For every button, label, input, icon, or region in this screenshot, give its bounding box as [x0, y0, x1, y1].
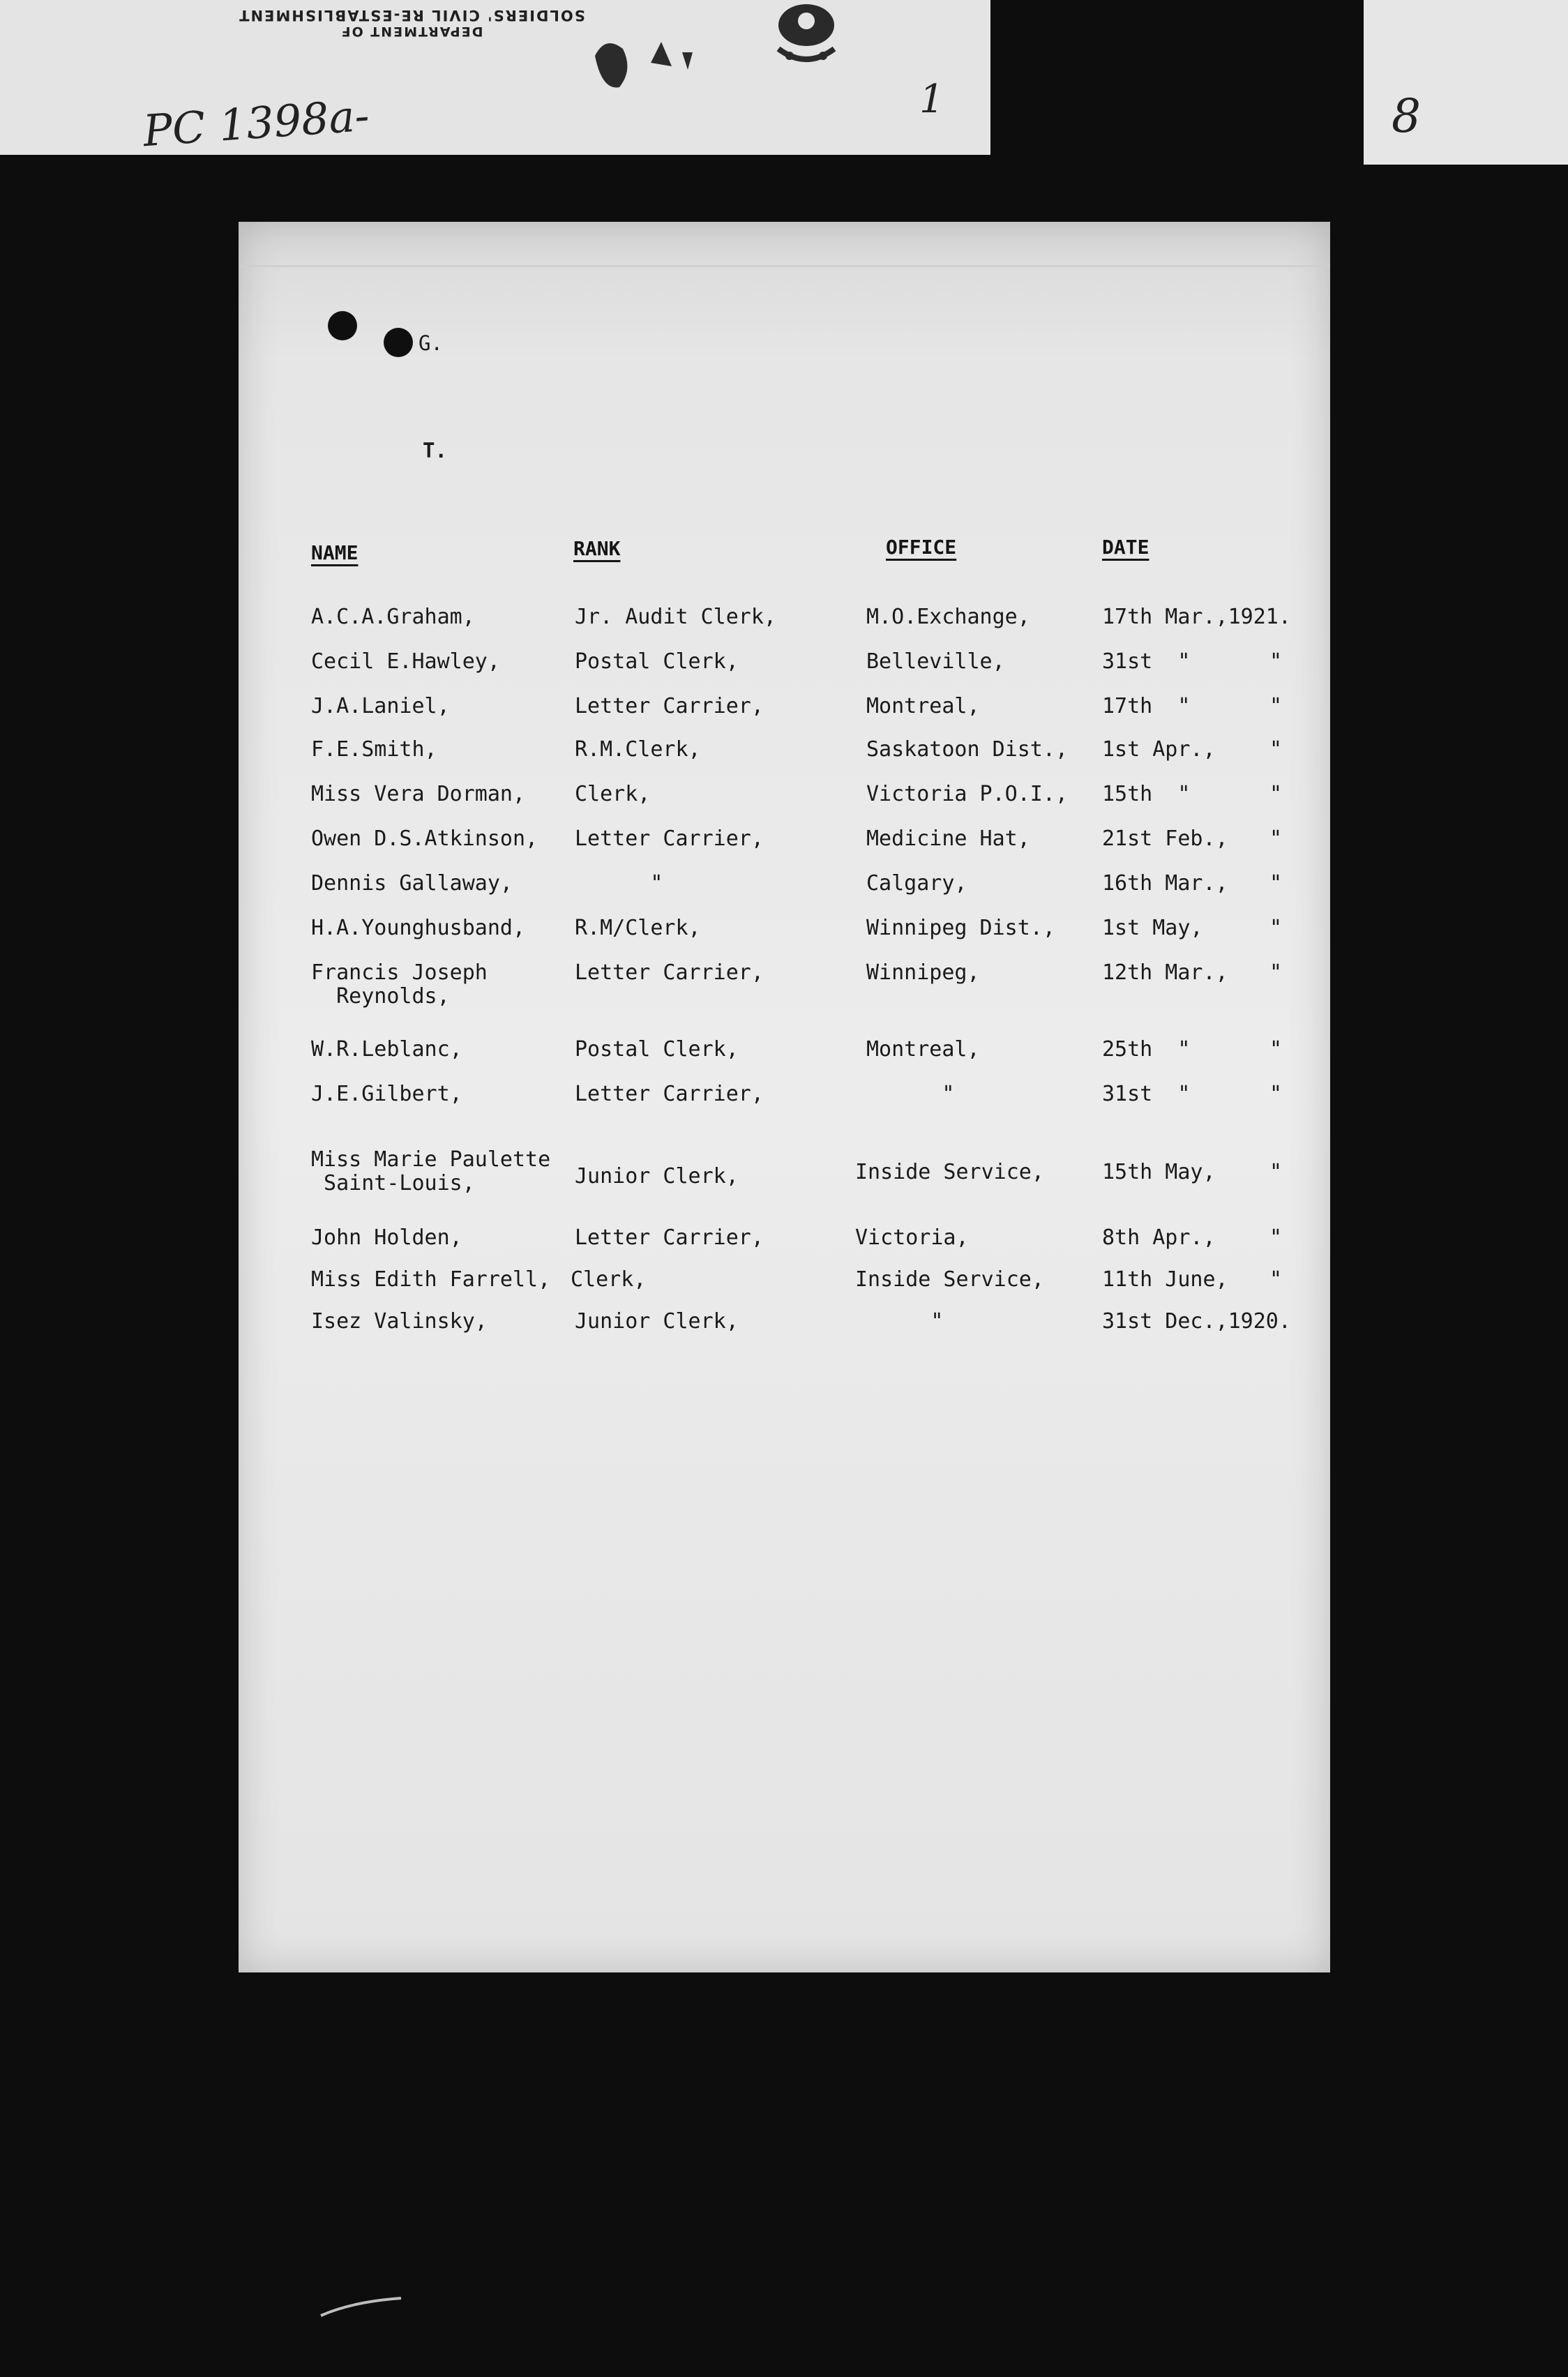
row-date: 1st May, [1102, 916, 1203, 940]
row-ditto-mark: " [1269, 694, 1283, 718]
letterhead-line-2: SOLDIERS' CIVIL RE-ESTABLISHMENT [238, 7, 585, 24]
ink-blot-icon [585, 28, 703, 98]
scratch-mark-icon [317, 2295, 408, 2323]
row-rank: " [575, 871, 663, 896]
row-name: A.C.A.Graham, [311, 605, 475, 629]
row-ditto-mark: " [1269, 871, 1283, 896]
row-ditto-mark: " [1269, 1225, 1283, 1250]
row-office: " [855, 1309, 944, 1334]
row-rank: Letter Carrier, [575, 827, 764, 851]
row-office: Saskatoon Dist., [866, 737, 1068, 762]
row-office: Victoria, [855, 1225, 969, 1250]
row-name: J.E.Gilbert, [311, 1082, 462, 1106]
row-office: Montreal, [866, 694, 980, 718]
letterhead-line-1: DEPARTMENT OF [340, 24, 483, 39]
row-rank: R.M/Clerk, [575, 916, 701, 940]
row-office: Inside Service, [855, 1267, 1044, 1292]
handwritten-page-number: 8 [1392, 89, 1421, 143]
row-date: 25th " [1102, 1037, 1191, 1062]
row-date: 16th Mar., [1102, 871, 1228, 896]
row-name: Miss Vera Dorman, [311, 782, 526, 806]
row-rank: Letter Carrier, [575, 1082, 764, 1106]
row-name: F.E.Smith, [311, 737, 437, 762]
row-name: Cecil E.Hawley, [311, 649, 500, 674]
row-name: Isez Valinsky, [311, 1309, 488, 1334]
row-ditto-mark: " [1269, 649, 1283, 674]
row-date: 17th " [1102, 694, 1191, 718]
row-date: 31st " [1102, 649, 1191, 674]
row-office: " [866, 1082, 955, 1106]
row-name: Dennis Gallaway, [311, 871, 513, 896]
row-date: 8th Apr., [1102, 1225, 1216, 1250]
row-date: 15th May, [1102, 1160, 1216, 1184]
row-date: 12th Mar., [1102, 960, 1228, 985]
coat-of-arms-icon [757, 0, 855, 67]
row-name: Francis Joseph Reynolds, [311, 960, 488, 1009]
row-ditto-mark: " [1269, 1082, 1283, 1106]
row-rank: R.M.Clerk, [575, 737, 701, 762]
row-office: Winnipeg, [866, 960, 980, 985]
punch-hole-icon [384, 328, 413, 357]
row-name: John Holden, [311, 1225, 462, 1250]
file-mark-t: T. [423, 439, 447, 462]
table-row [239, 961, 1330, 1024]
row-ditto-mark: " [1269, 1267, 1283, 1292]
table-row [239, 1082, 1330, 1145]
row-ditto-mark: " [1269, 1037, 1283, 1062]
row-name: Miss Marie Paulette Saint-Louis, [311, 1147, 551, 1195]
row-rank: Jr. Audit Clerk, [575, 605, 776, 629]
row-date: 15th " [1102, 782, 1191, 806]
row-office: M.O.Exchange, [866, 605, 1030, 629]
previous-sheet-strip-right [1364, 0, 1568, 165]
row-office: Montreal, [866, 1037, 980, 1062]
row-ditto-mark: " [1269, 827, 1283, 851]
file-mark-g: G. [419, 331, 443, 355]
column-header-rank: RANK [573, 537, 621, 560]
row-name: Owen D.S.Atkinson, [311, 827, 538, 851]
table-row [239, 1310, 1330, 1373]
row-office: Victoria P.O.I., [866, 782, 1068, 806]
row-ditto-mark: " [1269, 782, 1283, 806]
row-office: Medicine Hat, [866, 827, 1030, 851]
letterhead [209, 0, 614, 39]
document-page [239, 222, 1330, 1972]
punch-hole-icon [328, 311, 357, 340]
row-rank: Clerk, [571, 1267, 647, 1292]
handwritten-reference: PC 1398a- [141, 89, 371, 157]
row-office: Calgary, [866, 871, 967, 896]
row-office: Belleville, [866, 649, 1005, 674]
row-date: 11th June, [1102, 1267, 1228, 1292]
row-rank: Letter Carrier, [575, 960, 764, 985]
row-rank: Letter Carrier, [575, 694, 764, 718]
row-name: H.A.Younghusband, [311, 916, 526, 940]
row-ditto-mark: " [1269, 737, 1283, 762]
row-rank: Letter Carrier, [575, 1225, 764, 1250]
row-ditto-mark: " [1269, 1160, 1283, 1184]
row-ditto-mark: " [1269, 916, 1283, 940]
row-date: 1st Apr., [1102, 737, 1216, 762]
row-date: 31st Dec.,1920. [1102, 1309, 1291, 1334]
column-header-office: OFFICE [886, 536, 957, 559]
handwritten-number: 1 [919, 77, 944, 122]
row-date: 21st Feb., [1102, 827, 1228, 851]
column-header-date: DATE [1102, 536, 1149, 559]
previous-sheet-strip [0, 0, 990, 155]
row-date: 31st " [1102, 1082, 1191, 1106]
row-rank: Postal Clerk, [575, 1037, 739, 1062]
row-rank: Clerk, [575, 782, 651, 806]
column-header-name: NAME [311, 541, 359, 564]
row-rank: Junior Clerk, [575, 1164, 739, 1188]
row-rank: Junior Clerk, [575, 1309, 739, 1334]
row-ditto-mark: " [1269, 960, 1283, 985]
paper-fold-line [239, 265, 1330, 267]
row-office: Winnipeg Dist., [866, 916, 1055, 940]
row-name: W.R.Leblanc, [311, 1037, 462, 1062]
row-name: J.A.Laniel, [311, 694, 450, 718]
row-date: 17th Mar.,1921. [1102, 605, 1291, 629]
row-name: Miss Edith Farrell, [311, 1267, 551, 1292]
table-row [239, 1148, 1330, 1211]
row-rank: Postal Clerk, [575, 649, 739, 674]
row-office: Inside Service, [855, 1160, 1044, 1184]
